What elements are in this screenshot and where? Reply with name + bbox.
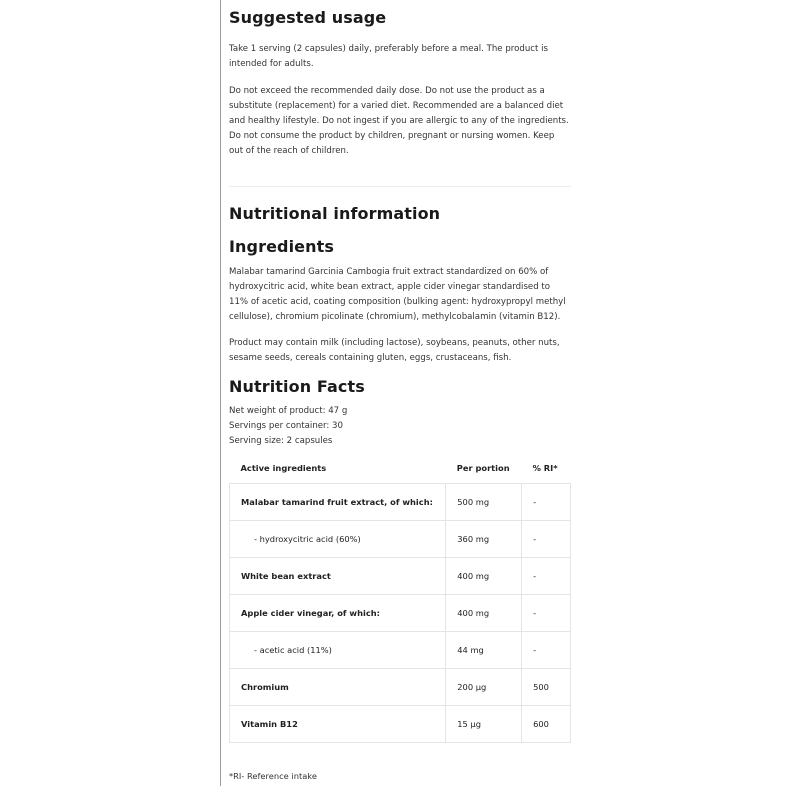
ingredient-name: - acetic acid (11%) xyxy=(230,632,446,669)
table-row xyxy=(230,632,571,669)
table-row xyxy=(230,595,571,632)
usage-paragraph-2: Do not exceed the recommended daily dose. Do not use the product as a substitute (replacement) for a varied diet. Recommended are a balanced diet and healthy lifestyle. Do not ingest if you are allergic to any of the ingredients. Do not consume the product by children, pregnant or nursing women. Keep out of the reach of children. xyxy=(229,86,569,156)
table-row xyxy=(230,669,571,706)
table-row xyxy=(230,484,571,521)
ingredient-ri: - xyxy=(522,558,571,595)
ingredient-name: Malabar tamarind fruit extract, of which: xyxy=(230,484,446,521)
ingredient-ri: - xyxy=(522,484,571,521)
section-divider xyxy=(229,186,571,187)
ingredient-ri: 600 xyxy=(522,706,571,743)
ingredient-name: Vitamin B12 xyxy=(230,706,446,743)
ingredient-ri: - xyxy=(522,632,571,669)
table-header-row xyxy=(230,453,571,484)
ingredient-ri: - xyxy=(522,595,571,632)
ingredient-portion: 360 mg xyxy=(446,521,522,558)
nutrition-facts-heading: Nutrition Facts xyxy=(229,377,365,396)
ingredient-portion: 500 mg xyxy=(446,484,522,521)
ingredient-portion: 44 mg xyxy=(446,632,522,669)
left-border-line xyxy=(220,0,221,786)
ingredient-portion: 15 µg xyxy=(446,706,522,743)
ingredient-portion: 200 µg xyxy=(446,669,522,706)
ingredient-name: White bean extract xyxy=(230,558,446,595)
ingredient-ri: 500 xyxy=(522,669,571,706)
usage-paragraph-1: Take 1 serving (2 capsules) daily, preferably before a meal. The product is intended for adults. xyxy=(229,44,548,69)
header-per-portion: Per portion xyxy=(456,463,510,473)
nutrition-table xyxy=(229,453,571,743)
table-row xyxy=(230,521,571,558)
servings-per-container: Servings per container: 30 xyxy=(229,421,343,431)
suggested-usage-heading: Suggested usage xyxy=(229,8,387,27)
ri-footnote: *RI- Reference intake xyxy=(229,771,317,781)
net-weight: Net weight of product: 47 g xyxy=(229,406,348,416)
ingredients-paragraph: Malabar tamarind Garcinia Cambogia fruit extract standardized on 60% of hydroxycitric acid, white bean extract, apple cider vinegar standardised to 11% of acetic acid, coating composition (bulking agent: hydroxypropyl methyl cellulose), chromium picolinate (chromium), methylcobalamin (vitamin B12). xyxy=(229,267,566,322)
allergen-paragraph: Product may contain milk (including lactose), soybeans, peanuts, other nuts, sesame seeds, cereals containing gluten, eggs, crustaceans, fish. xyxy=(229,338,560,363)
ingredient-name: Apple cider vinegar, of which: xyxy=(230,595,446,632)
table-row xyxy=(230,558,571,595)
table-row xyxy=(230,706,571,743)
ingredient-name: - hydroxycitric acid (60%) xyxy=(230,521,446,558)
ingredient-ri: - xyxy=(522,521,571,558)
header-active-ingredients: Active ingredients xyxy=(240,463,327,473)
header-ri: % RI* xyxy=(532,463,558,473)
ingredient-portion: 400 mg xyxy=(446,595,522,632)
nutritional-information-heading: Nutritional information xyxy=(229,204,441,223)
ingredient-name: Chromium xyxy=(230,669,446,706)
serving-size: Serving size: 2 capsules xyxy=(229,436,333,446)
ingredients-heading: Ingredients xyxy=(229,237,334,256)
ingredient-portion: 400 mg xyxy=(446,558,522,595)
